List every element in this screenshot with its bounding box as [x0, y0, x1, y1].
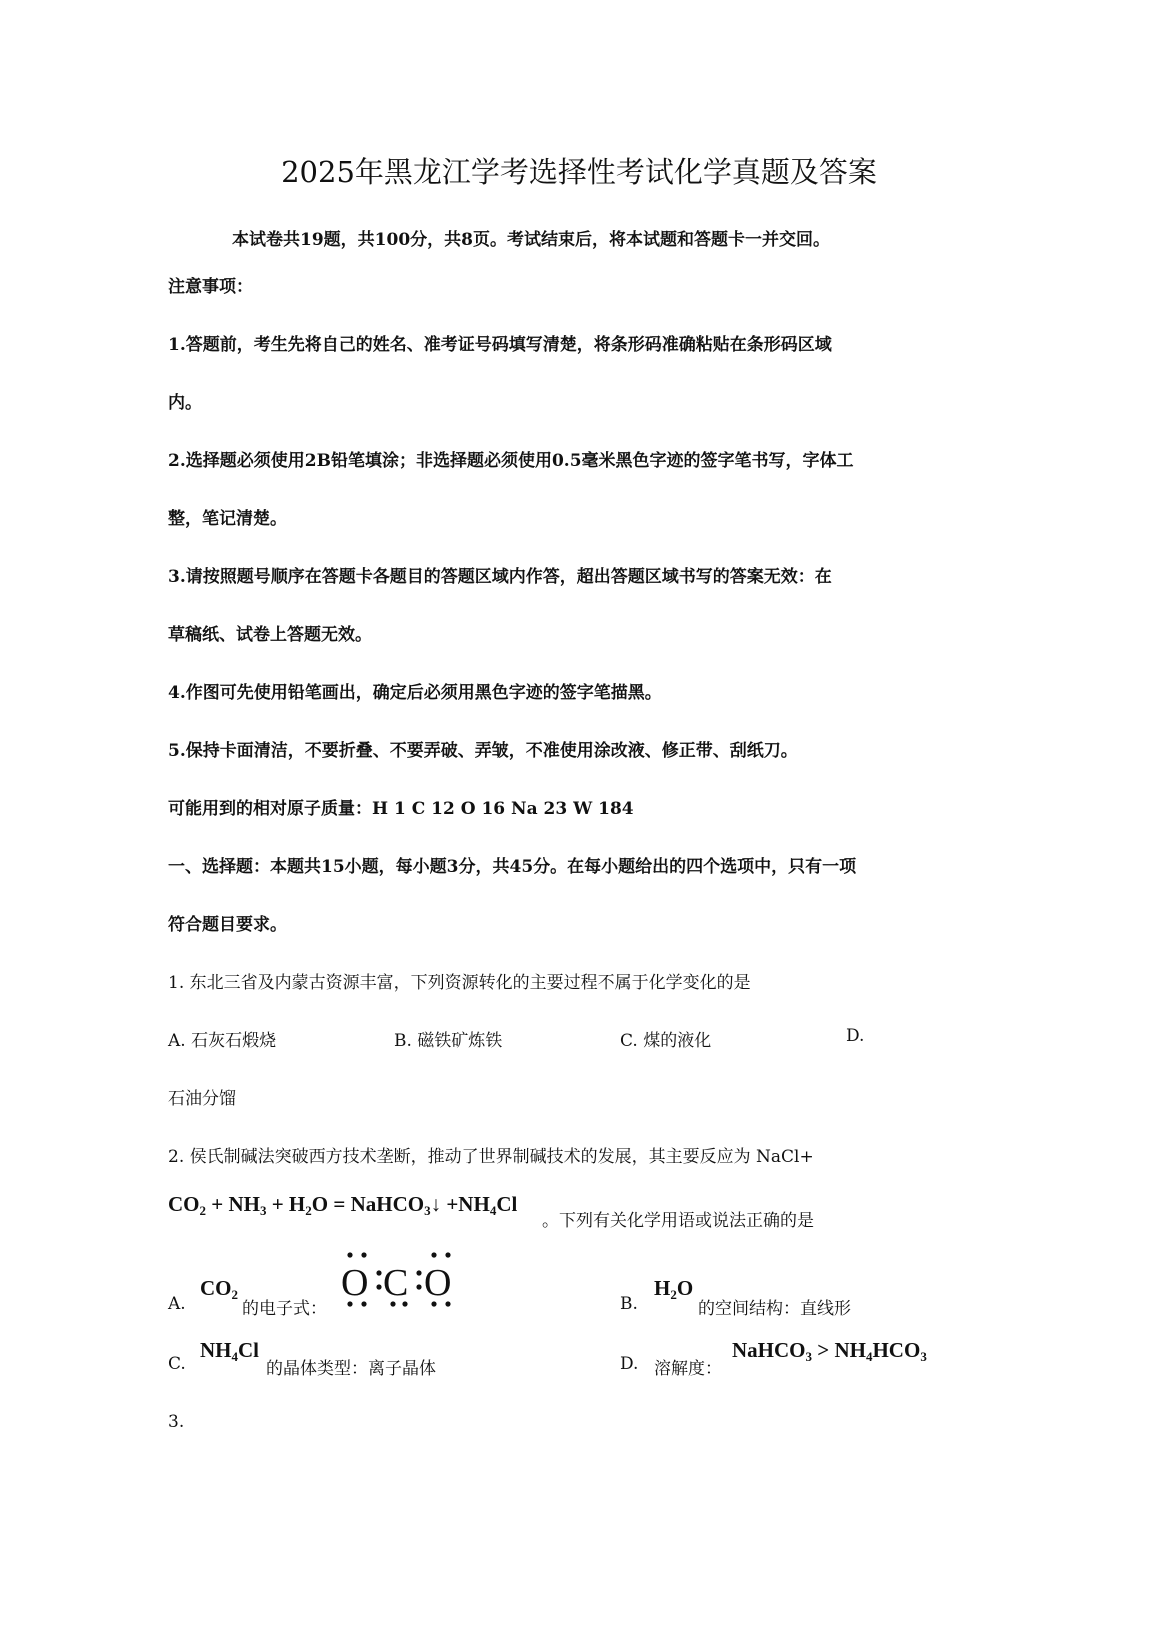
nh4cl-formula: $NH_4Cl$	[200, 1338, 259, 1364]
h2o-formula: $H_2O$	[654, 1276, 694, 1302]
solubility-comparison: NaHCO$_3$ > $NH_4HCO_3$	[732, 1338, 927, 1364]
svg-text:O: O	[424, 1262, 452, 1304]
question-2-option-b-text: 的空间结构：直线形	[698, 1299, 851, 1319]
question-2-stem: 2. 侯氏制碱法突破西方技术垄断，推动了世界制碱技术的发展，其主要反应为 NaCl+	[168, 1147, 814, 1167]
question-2-option-a-text: 的电子式：	[242, 1299, 327, 1319]
question-2-equation: $CO_2 + NH_3 + H_2O$ = NaHCO$_3$↓ $+NH_4Cl$	[168, 1192, 518, 1218]
question-1-option-d-text: 石油分馏	[168, 1089, 236, 1109]
notice-item-2-line-1: 2.选择题必须使用2B铅笔填涂；非选择题必须使用0.5毫米黑色字迹的签字笔书写，字体工	[168, 451, 854, 471]
svg-text:C: C	[383, 1262, 409, 1304]
question-2-option-a-label: A.	[168, 1294, 186, 1314]
notice-item-3-line-1: 3.请按照题号顺序在答题卡各题目的答题区域内作答，超出答题区域书写的答案无效：在	[168, 567, 832, 587]
question-1-option-d-label: D.	[846, 1026, 865, 1046]
question-2-option-d-text: 溶解度：	[654, 1359, 722, 1379]
notice-item-1-line-2: 内。	[168, 393, 202, 413]
section-1-line-2: 符合题目要求。	[168, 915, 287, 935]
question-3-label: 3.	[168, 1412, 185, 1432]
co2-formula: $CO_2$	[200, 1276, 238, 1302]
exam-info: 本试卷共19题，共100分，共8页。考试结束后，将本试题和答题卡一并交回。	[232, 230, 830, 250]
question-2-option-d-label: D.	[620, 1354, 639, 1374]
question-2-option-c-text: 的晶体类型：离子晶体	[266, 1359, 436, 1379]
question-1-stem: 1. 东北三省及内蒙古资源丰富，下列资源转化的主要过程不属于化学变化的是	[168, 973, 751, 993]
question-2-option-c-label: C.	[168, 1354, 186, 1374]
question-1-option-c: C. 煤的液化	[620, 1031, 712, 1051]
question-2-option-b-label: B.	[620, 1294, 638, 1314]
notice-item-4: 4.作图可先使用铅笔画出，确定后必须用黑色字迹的签字笔描黑。	[168, 683, 662, 703]
notice-item-5: 5.保持卡面清洁，不要折叠、不要弄破、弄皱，不准使用涂改液、修正带、刮纸刀。	[168, 741, 798, 761]
section-1-line-1: 一、选择题：本题共15小题，每小题3分，共45分。在每小题给出的四个选项中，只有一项	[168, 857, 857, 877]
notice-heading: 注意事项：	[168, 277, 253, 297]
co2-lewis-structure	[338, 1250, 460, 1310]
notice-item-2-line-2: 整，笔记清楚。	[168, 509, 287, 529]
question-2-stem-continued: 。下列有关化学用语或说法正确的是	[542, 1211, 814, 1231]
question-1-option-a: A. 石灰石煅烧	[168, 1031, 277, 1051]
atomic-masses: 可能用到的相对原子质量：H 1 C 12 O 16 Na 23 W 184	[168, 799, 634, 819]
question-1-option-b: B. 磁铁矿炼铁	[394, 1031, 503, 1051]
notice-item-1-line-1: 1.答题前，考生先将自己的姓名、准考证号码填写清楚，将条形码准确粘贴在条形码区域	[168, 335, 832, 355]
svg-text:O: O	[341, 1262, 369, 1304]
notice-item-3-line-2: 草稿纸、试卷上答题无效。	[168, 625, 372, 645]
page-title: 2025年黑龙江学考选择性考试化学真题及答案	[281, 155, 877, 189]
